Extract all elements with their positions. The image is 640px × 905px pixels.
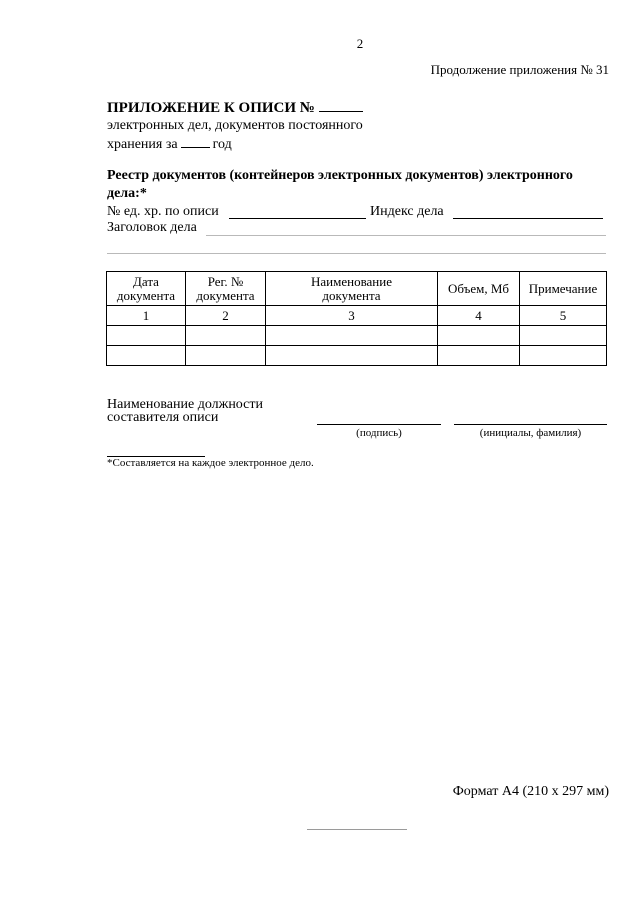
table-cell (438, 326, 520, 346)
appendix-continuation-label: Продолжение приложения № 31 (430, 62, 609, 77)
inventory-number-blank (319, 99, 363, 112)
header-volume: Объем, Мб (438, 272, 520, 306)
case-header-label: Заголовок дела (107, 220, 197, 235)
table-number-row (107, 306, 607, 326)
page-number: 2 (356, 36, 364, 51)
subtitle-prefix: хранения за (107, 137, 178, 152)
column-number: 4 (438, 306, 520, 326)
table-cell (520, 326, 607, 346)
register-table (106, 271, 607, 366)
footnote: *Составляется на каждое электронное дело. (107, 457, 314, 469)
table-cell (186, 326, 266, 346)
storage-unit-label: № ед. хр. по описи (107, 204, 219, 219)
column-number: 1 (107, 306, 186, 326)
column-number: 2 (186, 306, 266, 326)
subtitle-suffix: год (212, 137, 232, 152)
compiler-position-label: Наименование должности составителя описи (107, 397, 263, 425)
signature-line (317, 424, 441, 425)
header-doc-name: Наименование документа (266, 272, 438, 306)
table-cell (186, 346, 266, 366)
header-doc-date: Дата документа (107, 272, 186, 306)
case-index-blank (453, 218, 603, 219)
format-note: Формат А4 (210 х 297 мм) (452, 784, 609, 799)
column-number: 3 (266, 306, 438, 326)
table-row (107, 346, 607, 366)
case-header-blank (206, 235, 606, 236)
name-line (454, 424, 607, 425)
table-cell (266, 326, 438, 346)
table-header-row (107, 272, 607, 306)
header-reg-number: Рег. № документа (186, 272, 266, 306)
case-index-label: Индекс дела (370, 204, 444, 219)
bottom-rule (307, 829, 407, 830)
year-blank (181, 135, 210, 148)
case-header-blank-2 (107, 253, 606, 254)
appendix-title (107, 99, 363, 117)
table-cell (107, 326, 186, 346)
header-note: Примечание (520, 272, 607, 306)
column-number: 5 (520, 306, 607, 326)
appendix-subtitle-line1: электронных дел, документов постоянного (107, 118, 363, 133)
table-cell (266, 346, 438, 366)
table-cell (520, 346, 607, 366)
appendix-subtitle-line2 (107, 135, 232, 153)
signature-caption: (подпись) (356, 427, 402, 439)
table-cell (438, 346, 520, 366)
table-cell (107, 346, 186, 366)
appendix-title-text: ПРИЛОЖЕНИЕ К ОПИСИ № (107, 100, 315, 116)
table-row (107, 326, 607, 346)
name-caption: (инициалы, фамилия) (479, 427, 582, 439)
storage-unit-blank (229, 218, 366, 219)
register-title: Реестр документов (контейнеров электронных документов) электронного дела:* (107, 168, 573, 201)
